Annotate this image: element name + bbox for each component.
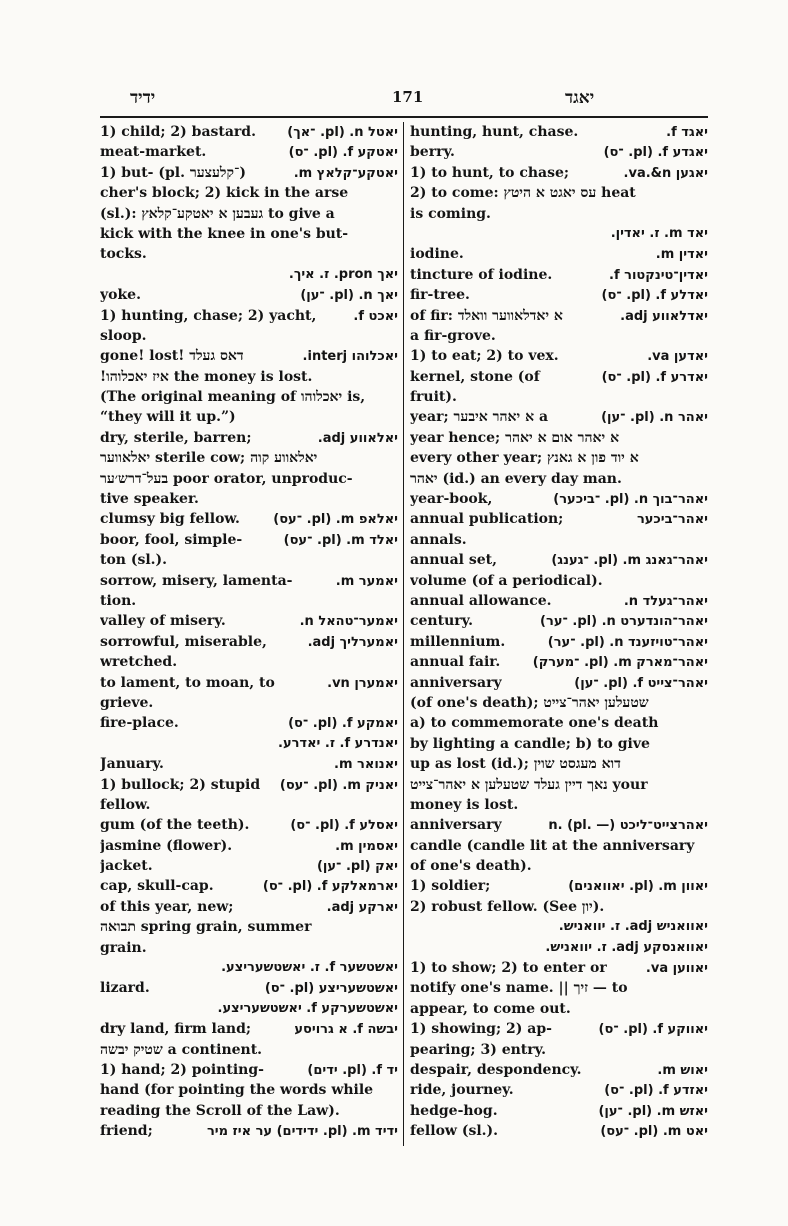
- english-text: volume (of a periodical).: [410, 572, 603, 589]
- english-text: grain.: [100, 939, 147, 956]
- english-text: jacket.: [100, 858, 153, 875]
- dictionary-line: [410, 611, 708, 631]
- dictionary-line: [100, 530, 398, 550]
- yiddish-headword: יאהר־בוך n. (pl. ־ביכער): [553, 492, 708, 508]
- english-text: annual set,: [410, 552, 498, 569]
- dictionary-line: [100, 938, 398, 958]
- english-text: gum (of the teeth).: [100, 817, 250, 834]
- yiddish-headword: יאמקע f. (pl. ־ס): [288, 716, 398, 732]
- column-divider: [403, 122, 404, 1146]
- yiddish-headword: יאסלע f. (pl. ־ס): [290, 818, 398, 834]
- english-text: fire-place.: [100, 715, 179, 732]
- dictionary-line: [410, 142, 708, 162]
- dictionary-line: [410, 244, 708, 264]
- yiddish-headword: יאניק m. (pl. ־עס): [279, 777, 398, 793]
- english-text: 1) to hunt, to chase;: [410, 164, 570, 181]
- yiddish-headword: יאהר־ביכער: [636, 512, 708, 528]
- yiddish-headword: יארמאלקע f. (pl. ־ס): [262, 879, 398, 895]
- yiddish-headword: יאהר־טויזענד n. (pl. ־ער): [547, 634, 708, 650]
- yiddish-headword: יאגד f.: [666, 125, 708, 140]
- english-text: dry, sterile, barren;: [100, 429, 252, 446]
- yiddish-headword: יאדרע f. (pl. ־ס): [601, 369, 708, 385]
- right-column: [410, 122, 708, 1142]
- yiddish-headword: יאד m. ז. יאדין.: [610, 225, 708, 241]
- english-text: wretched.: [100, 654, 178, 671]
- english-text: 1) showing; 2) ap-: [410, 1021, 552, 1038]
- dictionary-line: [410, 876, 708, 896]
- dictionary-line: [100, 815, 398, 835]
- dictionary-line: [100, 204, 398, 224]
- english-text: friend;: [100, 1123, 153, 1140]
- english-text: 1) child; 2) bastard.: [100, 124, 256, 140]
- yiddish-headword: יאגדע f. (pl. ־ס): [603, 145, 708, 161]
- dictionary-line: [410, 856, 708, 876]
- yiddish-headword: יאדלע f. (pl. ־ס): [601, 288, 708, 304]
- yiddish-headword: יאוון m. (pl. יאוואנים): [568, 879, 708, 895]
- english-text: (The original meaning of יאכלוהו is,: [100, 389, 366, 406]
- dictionary-line: [410, 469, 708, 489]
- english-text: year-book,: [410, 491, 493, 508]
- english-text: to lament, to moan, to: [100, 674, 275, 691]
- english-text: sloop.: [100, 327, 147, 344]
- english-text: despair, despondency.: [410, 1061, 582, 1078]
- english-text: annual allowance.: [410, 592, 552, 609]
- yiddish-headword: יאווקע f. (pl. ־ס): [598, 1022, 708, 1038]
- yiddish-headword: יאהר־הונדערט n. (pl. ־ער): [540, 614, 708, 630]
- english-text: meat-market.: [100, 144, 207, 161]
- dictionary-line: [100, 1101, 398, 1121]
- dictionary-line: [100, 775, 398, 795]
- dictionary-line: [410, 713, 708, 733]
- dictionary-line: [100, 509, 398, 529]
- english-text: tincture of iodine.: [410, 266, 553, 283]
- english-text: dry land, firm land;: [100, 1021, 252, 1038]
- dictionary-line: [410, 550, 708, 570]
- dictionary-line: [410, 489, 708, 509]
- dictionary-line: [410, 1060, 708, 1080]
- english-text: berry.: [410, 144, 455, 161]
- english-text: kernel, stone (of: [410, 368, 540, 385]
- yiddish-headword: יאטקע־קלאץ m.: [293, 165, 398, 181]
- english-text: fellow (sl.).: [410, 1123, 499, 1140]
- english-text: שטיק יבשה a continent.: [100, 1041, 263, 1058]
- english-text: tocks.: [100, 246, 147, 263]
- english-text: yoke.: [100, 287, 141, 304]
- english-text: by lighting a candle; b) to give: [410, 735, 650, 752]
- dictionary-line: [410, 999, 708, 1019]
- dictionary-line: [100, 795, 398, 815]
- english-text: money is lost.: [410, 796, 519, 813]
- header-rule: [100, 116, 708, 118]
- dictionary-line: [410, 224, 708, 244]
- dictionary-line: [100, 122, 398, 142]
- yiddish-headword: יאהר־גאנג m. (pl. ־גענג): [551, 553, 708, 569]
- dictionary-line: [410, 306, 708, 326]
- dictionary-line: [410, 1080, 708, 1100]
- english-text: a fir-grove.: [410, 327, 496, 344]
- english-text: יאלאווער sterile cow; יאלאווע קוה: [100, 450, 318, 467]
- dictionary-line: [410, 285, 708, 305]
- dictionary-line: [410, 836, 708, 856]
- dictionary-line: [100, 163, 398, 183]
- english-text: grieve.: [100, 694, 154, 711]
- english-text: fruit).: [410, 389, 457, 406]
- english-text: “they will it up.”): [100, 409, 236, 426]
- english-text: appear, to come out.: [410, 1000, 571, 1017]
- yiddish-headword: יאכלוהו interj.: [302, 349, 398, 365]
- dictionary-line: [410, 897, 708, 917]
- dictionary-line: [410, 326, 708, 346]
- yiddish-headword: יאמער־טהאל n.: [299, 614, 398, 630]
- yiddish-headword: יאשטשערקע f. יאשטשעריצע.: [217, 1000, 398, 1016]
- english-text: 1) soldier;: [410, 878, 491, 895]
- english-text: בעל־דרש׳ער poor orator, unproduc-: [100, 470, 353, 487]
- dictionary-line: [100, 734, 398, 754]
- english-text: ton (sl.).: [100, 552, 168, 569]
- yiddish-headword: יאנדרע f. ז. יאדרע.: [278, 735, 398, 751]
- english-text: clumsy big fellow.: [100, 511, 240, 528]
- yiddish-headword: יאוואנסקע adj. ז. יוואניש.: [545, 939, 708, 955]
- dictionary-line: [100, 571, 398, 591]
- yiddish-headword: יאטל n. (pl. ־אך): [287, 125, 398, 140]
- dictionary-line: [100, 142, 398, 162]
- right-column-guide-word: ידיד: [130, 88, 156, 108]
- dictionary-line: [410, 673, 708, 693]
- yiddish-headword: יאדלאווע adj.: [620, 308, 708, 324]
- yiddish-headword: יאזש m. (pl. ־ען): [598, 1103, 708, 1119]
- english-text: gone! lost! דאס געלד: [100, 348, 244, 365]
- english-text: candle (candle lit at the anniversary: [410, 837, 695, 854]
- yiddish-headword: יאך n. (pl. ־ען): [300, 288, 398, 304]
- yiddish-headword: יבשה f. א גרויסע: [294, 1022, 398, 1038]
- english-text: fellow.: [100, 796, 151, 813]
- english-text: valley of misery.: [100, 613, 226, 630]
- yiddish-headword: יאמער m.: [335, 573, 398, 589]
- dictionary-line: [100, 448, 398, 468]
- english-text: sorrowful, miserable,: [100, 633, 267, 650]
- dictionary-line: [100, 469, 398, 489]
- dictionary-line: [100, 183, 398, 203]
- english-text: sorrow, misery, lamenta-: [100, 572, 293, 589]
- english-text: cap, skull-cap.: [100, 878, 214, 895]
- english-text: millennium.: [410, 633, 506, 650]
- english-text: notify one's name. || זיך — to: [410, 980, 628, 997]
- yiddish-headword: יד f. (pl. ידים): [307, 1062, 398, 1078]
- yiddish-headword: יאלאווע adj.: [317, 430, 398, 446]
- yiddish-headword: יאהר־מארק m. (pl. ־מערק): [532, 655, 708, 671]
- dictionary-line: [410, 1040, 708, 1060]
- yiddish-headword: יאהר־געלד n.: [623, 593, 708, 609]
- dictionary-line: [410, 448, 708, 468]
- english-text: jasmine (flower).: [100, 837, 233, 854]
- english-text: 2) robust fellow. (See יון).: [410, 898, 605, 915]
- dictionary-line: [410, 387, 708, 407]
- english-text: century.: [410, 613, 474, 630]
- english-text: year; א יאהר איבער a: [410, 409, 549, 426]
- dictionary-line: [100, 244, 398, 264]
- dictionary-line: [100, 550, 398, 570]
- yiddish-headword: יאסמין m.: [335, 838, 398, 854]
- english-text: up as lost (id.); דוא מעגסט שוין: [410, 756, 621, 773]
- english-text: 2) to come: עס יאגט א היטץ heat: [410, 185, 636, 202]
- yiddish-headword: יאט m. (pl. ־עס): [600, 1124, 708, 1140]
- dictionary-line: [410, 754, 708, 774]
- english-text: fir-tree.: [410, 287, 470, 304]
- english-text: year hence; א יאהר אום א יאהר: [410, 429, 620, 446]
- dictionary-line: [410, 693, 708, 713]
- dictionary-line: [100, 591, 398, 611]
- dictionary-line: [100, 999, 398, 1019]
- dictionary-line: [100, 958, 398, 978]
- english-text: תבואה spring grain, summer: [100, 919, 312, 936]
- english-text: 1) to eat; 2) to vex.: [410, 348, 559, 365]
- dictionary-line: [410, 367, 708, 387]
- left-column: [100, 122, 398, 1142]
- english-text: 1) hand; 2) pointing-: [100, 1061, 264, 1078]
- english-text: (sl.): געבען א יאטקע־קלאץ to give a: [100, 205, 335, 222]
- dictionary-line: [410, 571, 708, 591]
- dictionary-line: [100, 632, 398, 652]
- yiddish-headword: יאך pron. ז. איך.: [288, 266, 398, 282]
- english-text: anniversary: [410, 674, 502, 691]
- yiddish-headword: יאוואניש adj. ז. יוואניש.: [558, 919, 708, 935]
- english-text: a) to commemorate one's death: [410, 715, 659, 732]
- dictionary-line: [100, 978, 398, 998]
- yiddish-headword: יאזדע f. (pl. ־ס): [604, 1083, 708, 1099]
- dictionary-line: [410, 734, 708, 754]
- dictionary-line: [410, 1019, 708, 1039]
- english-text: (of one's death); שטעלען יאהר־צייט: [410, 694, 649, 711]
- yiddish-headword: יאטקע f. (pl. ־ס): [288, 145, 398, 161]
- dictionary-line: [100, 693, 398, 713]
- yiddish-headword: יאגען va.&n.: [623, 165, 708, 181]
- english-text: pearing; 3) entry.: [410, 1041, 547, 1058]
- dictionary-line: [410, 795, 708, 815]
- dictionary-line: [100, 917, 398, 937]
- english-text: ride, journey.: [410, 1082, 514, 1099]
- dictionary-line: [100, 489, 398, 509]
- yiddish-headword: יאמערן vn.: [327, 675, 398, 691]
- dictionary-line: [100, 1040, 398, 1060]
- english-text: יאהר (id.) an every day man.: [410, 470, 622, 487]
- dictionary-line: [100, 428, 398, 448]
- english-text: every other year; א יוד פון א גאנץ: [410, 450, 639, 467]
- dictionary-line: [410, 1121, 708, 1141]
- page-number: 171: [392, 88, 424, 106]
- dictionary-line: [410, 938, 708, 958]
- english-text: hedge-hog.: [410, 1102, 498, 1119]
- dictionary-line: [100, 367, 398, 387]
- english-text: 1) hunting, chase; 2) yacht,: [100, 307, 317, 324]
- english-text: !איז יאכלוהו the money is lost.: [100, 368, 313, 385]
- dictionary-line: [410, 815, 708, 835]
- yiddish-headword: יאשטשעריצע (pl. ־ס): [264, 981, 398, 997]
- dictionary-line: [100, 1019, 398, 1039]
- dictionary-line: [410, 265, 708, 285]
- dictionary-line: [100, 652, 398, 672]
- dictionary-line: [100, 856, 398, 876]
- dictionary-line: [410, 183, 708, 203]
- english-text: hand (for pointing the words while: [100, 1082, 374, 1099]
- dictionary-line: [410, 652, 708, 672]
- english-text: נאך דיין געלד שטעלען א יאהר־צייט your: [410, 776, 648, 793]
- dictionary-line: [100, 407, 398, 427]
- dictionary-line: [100, 876, 398, 896]
- dictionary-line: [410, 775, 708, 795]
- dictionary-line: [410, 632, 708, 652]
- english-text: anniversary: [410, 817, 502, 834]
- yiddish-headword: יאוש m.: [657, 1062, 708, 1078]
- english-text: tion.: [100, 592, 137, 609]
- dictionary-line: [410, 591, 708, 611]
- english-text: lizard.: [100, 980, 150, 997]
- dictionary-line: [100, 265, 398, 285]
- dictionary-line: [100, 326, 398, 346]
- yiddish-headword: יאדין m.: [655, 247, 708, 263]
- yiddish-headword: יאדען va.: [647, 349, 708, 365]
- dictionary-line: [410, 407, 708, 427]
- dictionary-line: [100, 673, 398, 693]
- english-text: January.: [100, 756, 164, 773]
- dictionary-line: [100, 713, 398, 733]
- yiddish-headword: יאכט f.: [353, 308, 398, 324]
- dictionary-line: [410, 346, 708, 366]
- english-text: boor, fool, simple-: [100, 531, 243, 548]
- english-text: of fir: א יאדלאווער וואלד: [410, 307, 563, 324]
- english-text: annals.: [410, 531, 467, 548]
- english-text: cher's block; 2) kick in the arse: [100, 185, 349, 202]
- dictionary-line: [410, 1101, 708, 1121]
- english-text: 1) bullock; 2) stupid: [100, 776, 261, 793]
- dictionary-line: [410, 163, 708, 183]
- dictionary-line: [100, 306, 398, 326]
- dictionary-line: [410, 122, 708, 142]
- english-text: annual fair.: [410, 654, 501, 671]
- dictionary-line: [410, 958, 708, 978]
- dictionary-line: [100, 897, 398, 917]
- english-text: 1) but- (pl. ־קלעצער): [100, 164, 246, 181]
- yiddish-headword: יאדין־טינקטור f.: [609, 267, 708, 283]
- dictionary-line: [100, 224, 398, 244]
- yiddish-headword: יאק (pl. ־ען): [316, 859, 398, 875]
- dictionary-line: [100, 387, 398, 407]
- dictionary-line: [100, 1060, 398, 1080]
- english-text: kick with the knee in one's but-: [100, 225, 349, 242]
- dictionary-line: [100, 346, 398, 366]
- dictionary-line: [100, 1121, 398, 1141]
- english-text: of one's death).: [410, 858, 532, 875]
- dictionary-line: [410, 428, 708, 448]
- yiddish-headword: יאלאפ m. (pl. ־עס): [273, 512, 398, 528]
- english-text: tive speaker.: [100, 491, 199, 508]
- yiddish-headword: יאשטשער f. ז. יאשטשעריצע.: [221, 960, 398, 976]
- english-text: hunting, hunt, chase.: [410, 124, 579, 140]
- yiddish-headword: יארקע adj.: [326, 899, 398, 915]
- english-text: reading the Scroll of the Law).: [100, 1102, 340, 1119]
- dictionary-line: [410, 917, 708, 937]
- dictionary-line: [100, 836, 398, 856]
- english-text: annual publication;: [410, 511, 564, 528]
- yiddish-headword: יאהר n. (pl. ־ען): [601, 410, 708, 426]
- english-text: iodine.: [410, 246, 464, 263]
- dictionary-line: [410, 204, 708, 224]
- english-text: of this year, new;: [100, 898, 234, 915]
- dictionary-line: [410, 509, 708, 529]
- english-text: 1) to show; 2) to enter or: [410, 960, 607, 977]
- yiddish-headword: יאנואר m.: [334, 757, 398, 773]
- dictionary-line: [410, 530, 708, 550]
- yiddish-headword: ידיד m. (pl. ידידים) ער איז מיר: [206, 1124, 398, 1140]
- dictionary-line: [410, 978, 708, 998]
- yiddish-headword: יאהרצייט־ליכט n. (pl. —): [548, 818, 708, 834]
- yiddish-headword: יאווען va.: [645, 961, 708, 977]
- dictionary-line: [100, 1080, 398, 1100]
- dictionary-line: [100, 611, 398, 631]
- english-text: is coming.: [410, 205, 491, 222]
- dictionary-line: [100, 754, 398, 774]
- yiddish-headword: יאהר־צייט f. (pl. ־ען): [574, 675, 708, 691]
- left-column-guide-word: יאגד: [565, 88, 595, 108]
- dictionary-line: [100, 285, 398, 305]
- yiddish-headword: יאמערליך adj.: [307, 634, 398, 650]
- yiddish-headword: יאלד m. (pl. ־עס): [283, 532, 398, 548]
